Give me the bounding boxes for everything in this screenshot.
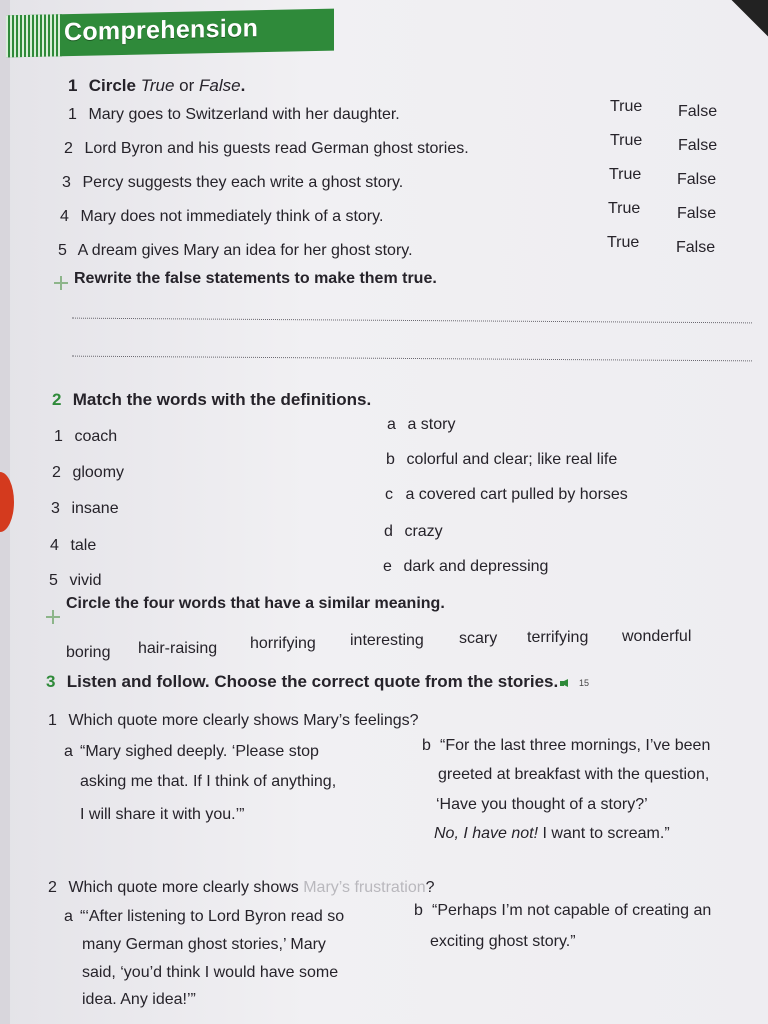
false-option-1[interactable]: False (678, 103, 718, 120)
page-corner (728, 0, 768, 40)
page-title: Comprehension (64, 14, 259, 47)
q1-option-a-line-3: I will share it with you.’” (80, 806, 245, 823)
red-object (0, 472, 14, 532)
true-option-4[interactable]: True (608, 200, 641, 217)
q2-option-b-line-2: exciting ghost story.” (430, 933, 576, 950)
q1-option-b-line-2: greeted at breakfast with the question, (438, 766, 710, 783)
match-word-1: 1 coach (54, 428, 118, 445)
question-1: 1 Which quote more clearly shows Mary’s feelings? (48, 712, 419, 729)
exercise-2-heading: 2 Match the words with the definitions. (52, 390, 372, 409)
match-word-2: 2 gloomy (52, 464, 125, 481)
q2-option-a-line-1: “‘After listening to Lord Byron read so (80, 908, 345, 925)
audio-track-number: 15 (579, 678, 590, 688)
match-word-4: 4 tale (50, 537, 97, 554)
exercise-3-heading: 3 Listen and follow. Choose the correct quote from the stories. (46, 672, 559, 691)
word-terrifying[interactable]: terrifying (527, 629, 589, 646)
similar-words-instruction: Circle the four words that have a similar meaning. (66, 595, 445, 612)
q1-option-b-line-3: ‘Have you thought of a story?’ (436, 796, 648, 813)
q1-option-a-label[interactable]: a (64, 743, 73, 760)
true-option-5[interactable]: True (607, 234, 640, 251)
true-option-3[interactable]: True (609, 166, 642, 183)
answer-line-1[interactable] (72, 318, 752, 324)
q1-option-a-line-2: asking me that. If I think of anything, (80, 773, 337, 790)
word-interesting[interactable]: interesting (350, 632, 424, 649)
match-word-5: 5 vivid (49, 572, 102, 589)
definition-a: a a story (387, 416, 456, 433)
definition-d: d crazy (384, 523, 443, 540)
audio-speaker-icon[interactable] (560, 676, 574, 690)
q1-option-b-line-1: “For the last three mornings, I’ve been (440, 737, 711, 754)
definition-e: e dark and depressing (383, 558, 549, 575)
q1-option-b-label[interactable]: b (422, 737, 431, 754)
word-hair-raising[interactable]: hair-raising (138, 640, 218, 657)
rewrite-instruction: Rewrite the false statements to make them true. (74, 270, 437, 287)
tf-item-4: 4 Mary does not immediately think of a story. (60, 208, 384, 225)
q2-option-a-line-4: idea. Any idea!’” (82, 991, 196, 1008)
definition-c: c a covered cart pulled by horses (385, 486, 628, 503)
q2-option-b-line-1: “Perhaps I’m not capable of creating an (432, 902, 712, 919)
definition-b: b colorful and clear; like real life (386, 451, 618, 468)
star-icon (54, 276, 68, 290)
word-horrifying[interactable]: horrifying (250, 635, 316, 652)
q2-option-a-line-2: many German ghost stories,’ Mary (82, 936, 326, 953)
q2-option-a-label[interactable]: a (64, 908, 73, 925)
q2-option-a-line-3: said, ‘you’d think I would have some (82, 964, 339, 981)
banner-stripes (6, 14, 62, 57)
tf-item-3: 3 Percy suggests they each write a ghost story. (62, 174, 404, 191)
word-scary[interactable]: scary (459, 630, 498, 647)
q1-option-b-line-4: No, I have not! I want to scream.” (434, 825, 670, 842)
tf-item-2: 2 Lord Byron and his guests read German ghost stories. (64, 140, 469, 157)
q1-option-a-line-1: “Mary sighed deeply. ‘Please stop (80, 743, 319, 760)
false-option-3[interactable]: False (677, 171, 717, 188)
false-option-4[interactable]: False (677, 205, 717, 222)
question-2: 2 Which quote more clearly shows Mary’s frustration? (48, 879, 435, 896)
section-banner (6, 9, 334, 58)
exercise-1-heading: 1 Circle True or False. (68, 76, 246, 95)
tf-item-1: 1 Mary goes to Switzerland with her daughter. (68, 106, 400, 123)
word-wonderful[interactable]: wonderful (622, 628, 692, 645)
match-word-3: 3 insane (51, 500, 119, 517)
false-option-5[interactable]: False (676, 239, 716, 256)
q2-option-b-label[interactable]: b (414, 902, 423, 919)
answer-line-2[interactable] (72, 356, 752, 362)
true-option-2[interactable]: True (610, 132, 643, 149)
star-icon (46, 610, 60, 624)
false-option-2[interactable]: False (678, 137, 718, 154)
word-boring[interactable]: boring (66, 644, 111, 661)
tf-item-5: 5 A dream gives Mary an idea for her ghost story. (58, 242, 413, 259)
true-option-1[interactable]: True (610, 98, 643, 115)
